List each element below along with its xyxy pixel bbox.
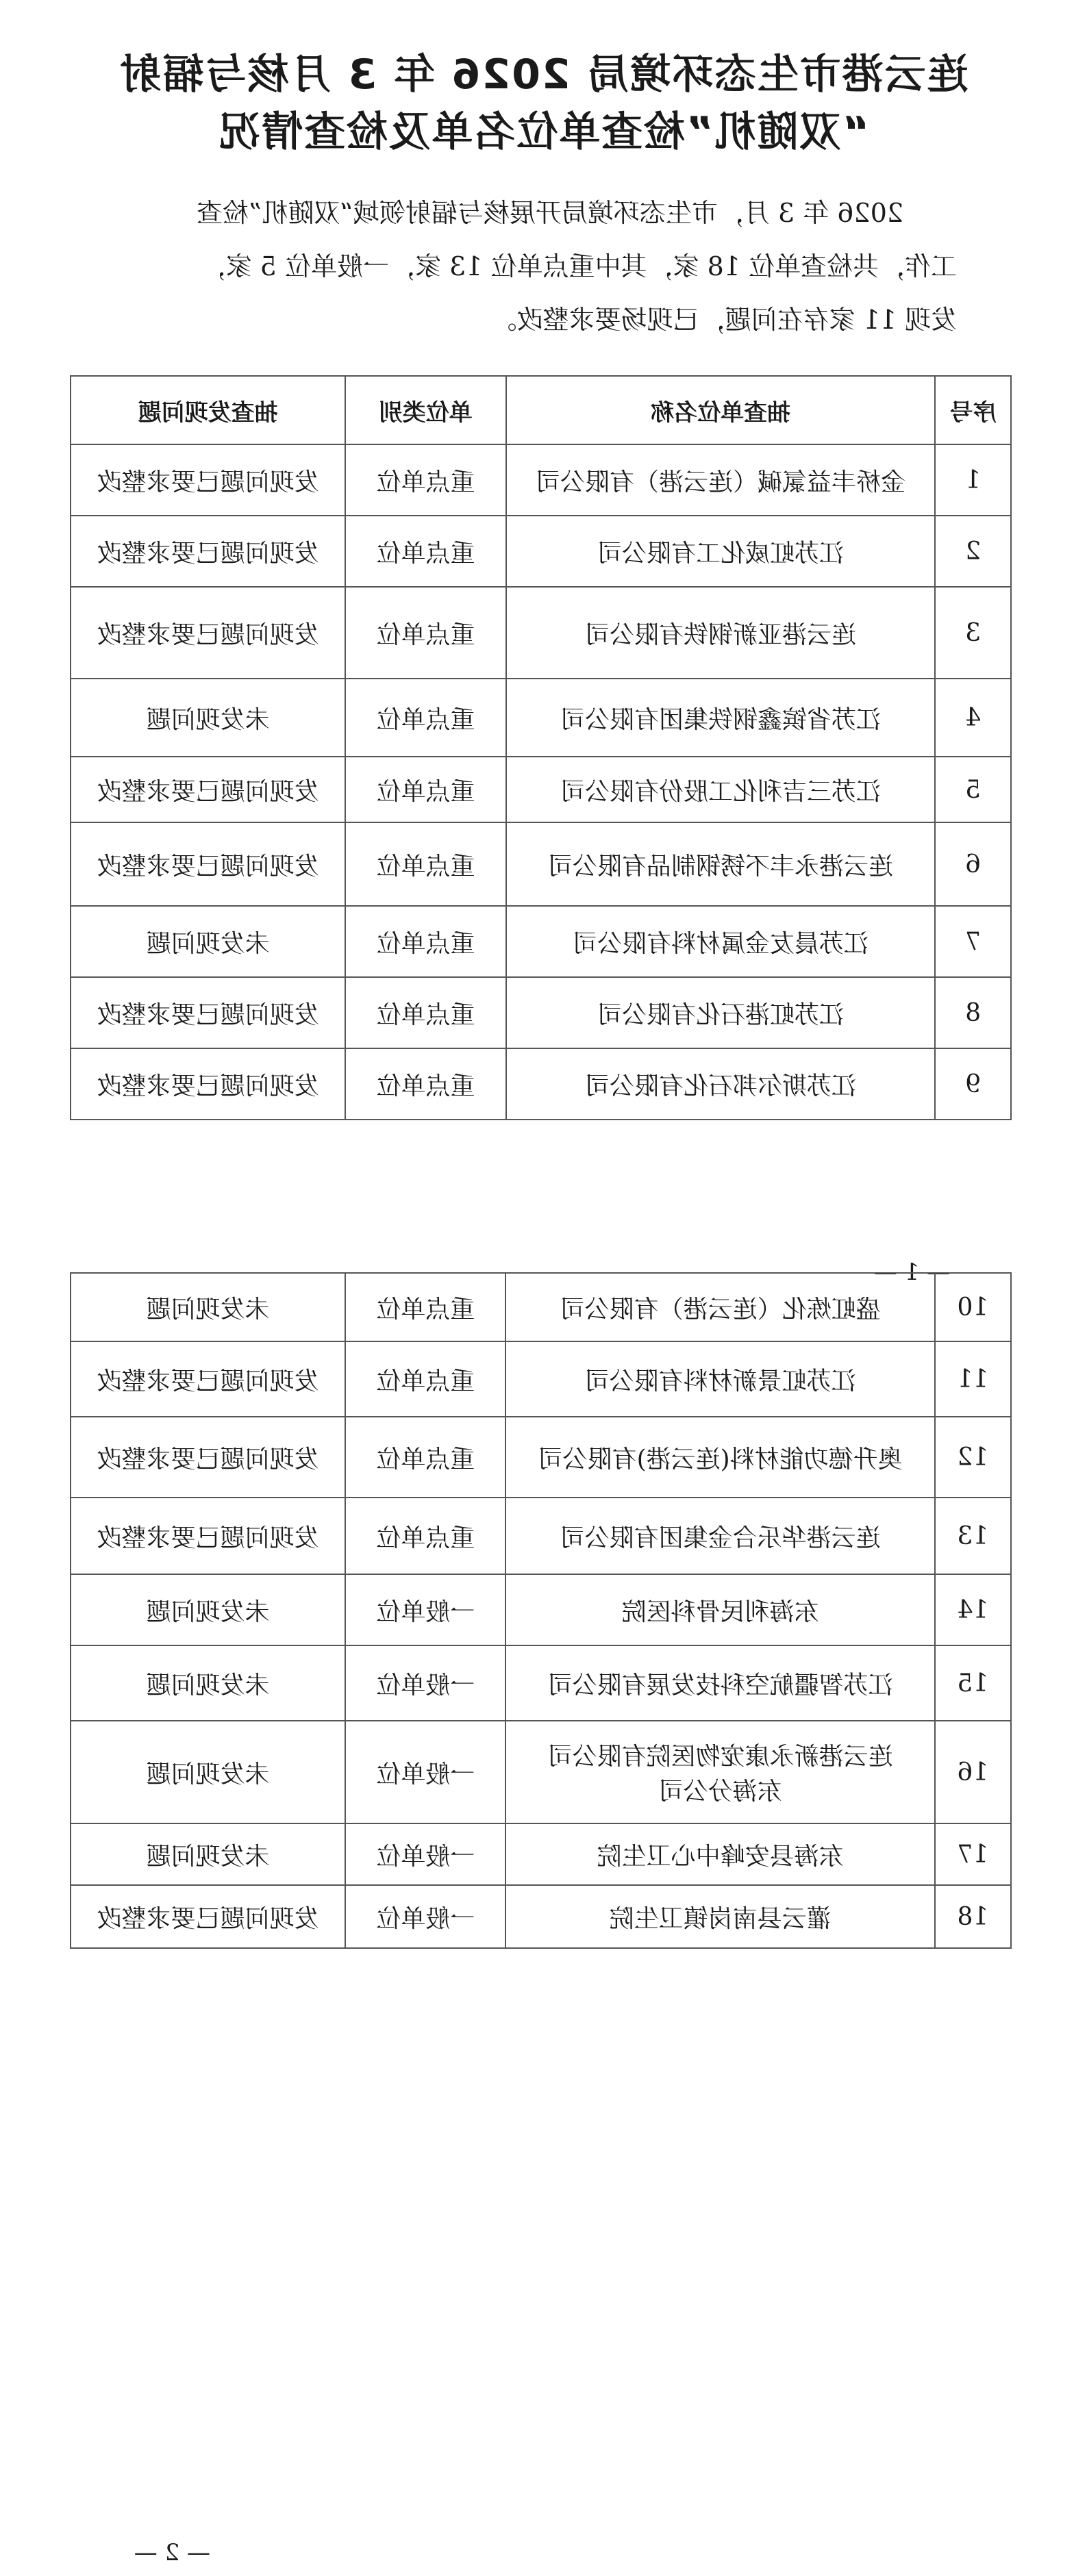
- table-row: [71, 1645, 1011, 1721]
- table-row: [71, 1721, 1011, 1823]
- table-row: [71, 1574, 1011, 1645]
- inspection-table-page2: [70, 1272, 1012, 1949]
- table-row: [71, 1273, 1011, 1341]
- cell-result: 发现问题已要求整改: [71, 1341, 345, 1417]
- cell-unit-type: 重点单位: [345, 1498, 506, 1574]
- header-index: 序号: [935, 376, 1011, 444]
- table-header-row: [71, 376, 1011, 444]
- title-line-2: “双随机”检查单位名单及检查情况: [218, 108, 869, 156]
- cell-result: 发现问题已要求整改: [71, 516, 345, 587]
- table-row: [71, 1823, 1011, 1885]
- table-body-page2: [71, 1273, 1011, 1948]
- cell-unit-name: 盛虹炼化（连云港）有限公司: [505, 1273, 934, 1341]
- cell-index: 9: [935, 1048, 1011, 1120]
- cell-index: 7: [935, 906, 1011, 977]
- cell-unit-name: 连云港华乐合金集团有限公司: [505, 1498, 934, 1574]
- cell-unit-name: 东海县安峰中心卫生院: [505, 1823, 934, 1885]
- cell-result: 发现问题已要求整改: [71, 444, 345, 516]
- cell-unit-name: 灌云县南岗镇卫生院: [505, 1885, 934, 1948]
- cell-unit-type: 重点单位: [345, 679, 506, 757]
- intro-line-1: 2026 年 3 月，市生态环境局开展核与辐射领域“双随机”检查: [197, 198, 903, 228]
- cell-unit-name: 江苏三吉利化工股份有限公司: [506, 757, 935, 822]
- cell-unit-name: 江苏斯尔邦石化有限公司: [506, 1048, 935, 1120]
- title-line-1: 连云港市生态环境局 2026 年 3 月核与辐射: [118, 51, 969, 99]
- intro-paragraph: [135, 186, 957, 346]
- cell-result: 发现问题已要求整改: [71, 1417, 345, 1498]
- cell-unit-type: 重点单位: [345, 977, 506, 1048]
- cell-index: 15: [935, 1645, 1011, 1721]
- page-number-2: — 2 —: [134, 2539, 210, 2566]
- cell-index: 8: [935, 977, 1011, 1048]
- cell-result: 发现问题已要求整改: [71, 1885, 345, 1948]
- cell-unit-name: 江苏虹景新材料有限公司: [505, 1341, 934, 1417]
- page-number-1: — 1 —: [873, 1259, 950, 1286]
- intro-line-3: 发现 11 家存在问题，已现场要求整改。: [490, 305, 957, 335]
- cell-result: 未发现问题: [71, 1273, 345, 1341]
- cell-result: 未发现问题: [71, 1645, 345, 1721]
- cell-index: 12: [935, 1417, 1011, 1498]
- cell-unit-type: 一般单位: [345, 1823, 506, 1885]
- cell-unit-name: 奥升德功能材料(连云港)有限公司: [505, 1417, 934, 1498]
- cell-result: 未发现问题: [71, 679, 345, 757]
- cell-result: 发现问题已要求整改: [71, 977, 345, 1048]
- cell-unit-type: 一般单位: [345, 1885, 506, 1948]
- cell-index: 11: [935, 1341, 1011, 1417]
- cell-unit-name: 连云港新永康宠物医院有限公司 东海分公司: [505, 1721, 934, 1823]
- table-row: [71, 679, 1011, 757]
- cell-result: 发现问题已要求整改: [71, 587, 345, 679]
- cell-unit-name: 江苏智疆航空科技发展有限公司: [505, 1645, 934, 1721]
- table-row: [71, 1885, 1011, 1948]
- table-row: [71, 587, 1011, 679]
- table-row: [71, 977, 1011, 1048]
- cell-index: 13: [935, 1498, 1011, 1574]
- cell-result: 发现问题已要求整改: [71, 1048, 345, 1120]
- cell-unit-name: 连云港永丰不锈钢制品有限公司: [506, 822, 935, 906]
- table-row: [71, 906, 1011, 977]
- cell-result: 未发现问题: [71, 906, 345, 977]
- cell-index: 1: [935, 444, 1011, 516]
- cell-unit-type: 一般单位: [345, 1645, 506, 1721]
- table-row: [71, 516, 1011, 587]
- cell-index: 6: [935, 822, 1011, 906]
- inspection-table-page1: [70, 375, 1012, 1120]
- table-row: [71, 757, 1011, 822]
- intro-line-2: 工作，共检查单位 18 家，其中重点单位 13 家，一般单位 5 家，: [199, 251, 957, 281]
- cell-result: 未发现问题: [71, 1574, 345, 1645]
- table-row: [71, 444, 1011, 516]
- cell-result: 发现问题已要求整改: [71, 1498, 345, 1574]
- table-row: [71, 1498, 1011, 1574]
- table-row: [71, 1341, 1011, 1417]
- cell-index: 18: [935, 1885, 1011, 1948]
- cell-index: 2: [935, 516, 1011, 587]
- cell-unit-type: 重点单位: [345, 1273, 506, 1341]
- cell-unit-name: 金桥丰益氯碱（连云港）有限公司: [506, 444, 935, 516]
- cell-unit-type: 重点单位: [345, 516, 506, 587]
- cell-index: 3: [935, 587, 1011, 679]
- cell-unit-type: 重点单位: [345, 1048, 506, 1120]
- cell-unit-type: 重点单位: [345, 906, 506, 977]
- cell-index: 5: [935, 757, 1011, 822]
- cell-unit-name: 连云港亚新钢铁有限公司: [506, 587, 935, 679]
- cell-unit-type: 一般单位: [345, 1574, 506, 1645]
- cell-index: 4: [935, 679, 1011, 757]
- table-row: [71, 1048, 1011, 1120]
- cell-result: 未发现问题: [71, 1823, 345, 1885]
- cell-unit-type: 一般单位: [345, 1721, 506, 1823]
- cell-index: 10: [935, 1273, 1011, 1341]
- cell-unit-type: 重点单位: [345, 587, 506, 679]
- table-row: [71, 822, 1011, 906]
- cell-unit-name: 江苏虹港石化有限公司: [506, 977, 935, 1048]
- cell-unit-type: 重点单位: [345, 1417, 506, 1498]
- cell-unit-name: 东海利民骨科医院: [505, 1574, 934, 1645]
- cell-unit-type: 重点单位: [345, 444, 506, 516]
- cell-unit-type: 重点单位: [345, 822, 506, 906]
- table-body-page1: [71, 444, 1011, 1120]
- header-unit-type: 单位类别: [345, 376, 506, 444]
- header-result: 抽查发现问题: [71, 376, 345, 444]
- cell-result: 发现问题已要求整改: [71, 822, 345, 906]
- cell-result: 发现问题已要求整改: [71, 757, 345, 822]
- cell-unit-name: 江苏省镔鑫钢铁集团有限公司: [506, 679, 935, 757]
- cell-index: 16: [935, 1721, 1011, 1823]
- cell-unit-type: 重点单位: [345, 1341, 506, 1417]
- cell-index: 14: [935, 1574, 1011, 1645]
- cell-unit-name: 江苏虹威化工有限公司: [506, 516, 935, 587]
- cell-unit-name: 江苏晨友金属材料有限公司: [506, 906, 935, 977]
- cell-unit-type: 重点单位: [345, 757, 506, 822]
- cell-result: 未发现问题: [71, 1721, 345, 1823]
- cell-index: 17: [935, 1823, 1011, 1885]
- table-row: [71, 1417, 1011, 1498]
- header-unit-name: 抽查单位名称: [506, 376, 935, 444]
